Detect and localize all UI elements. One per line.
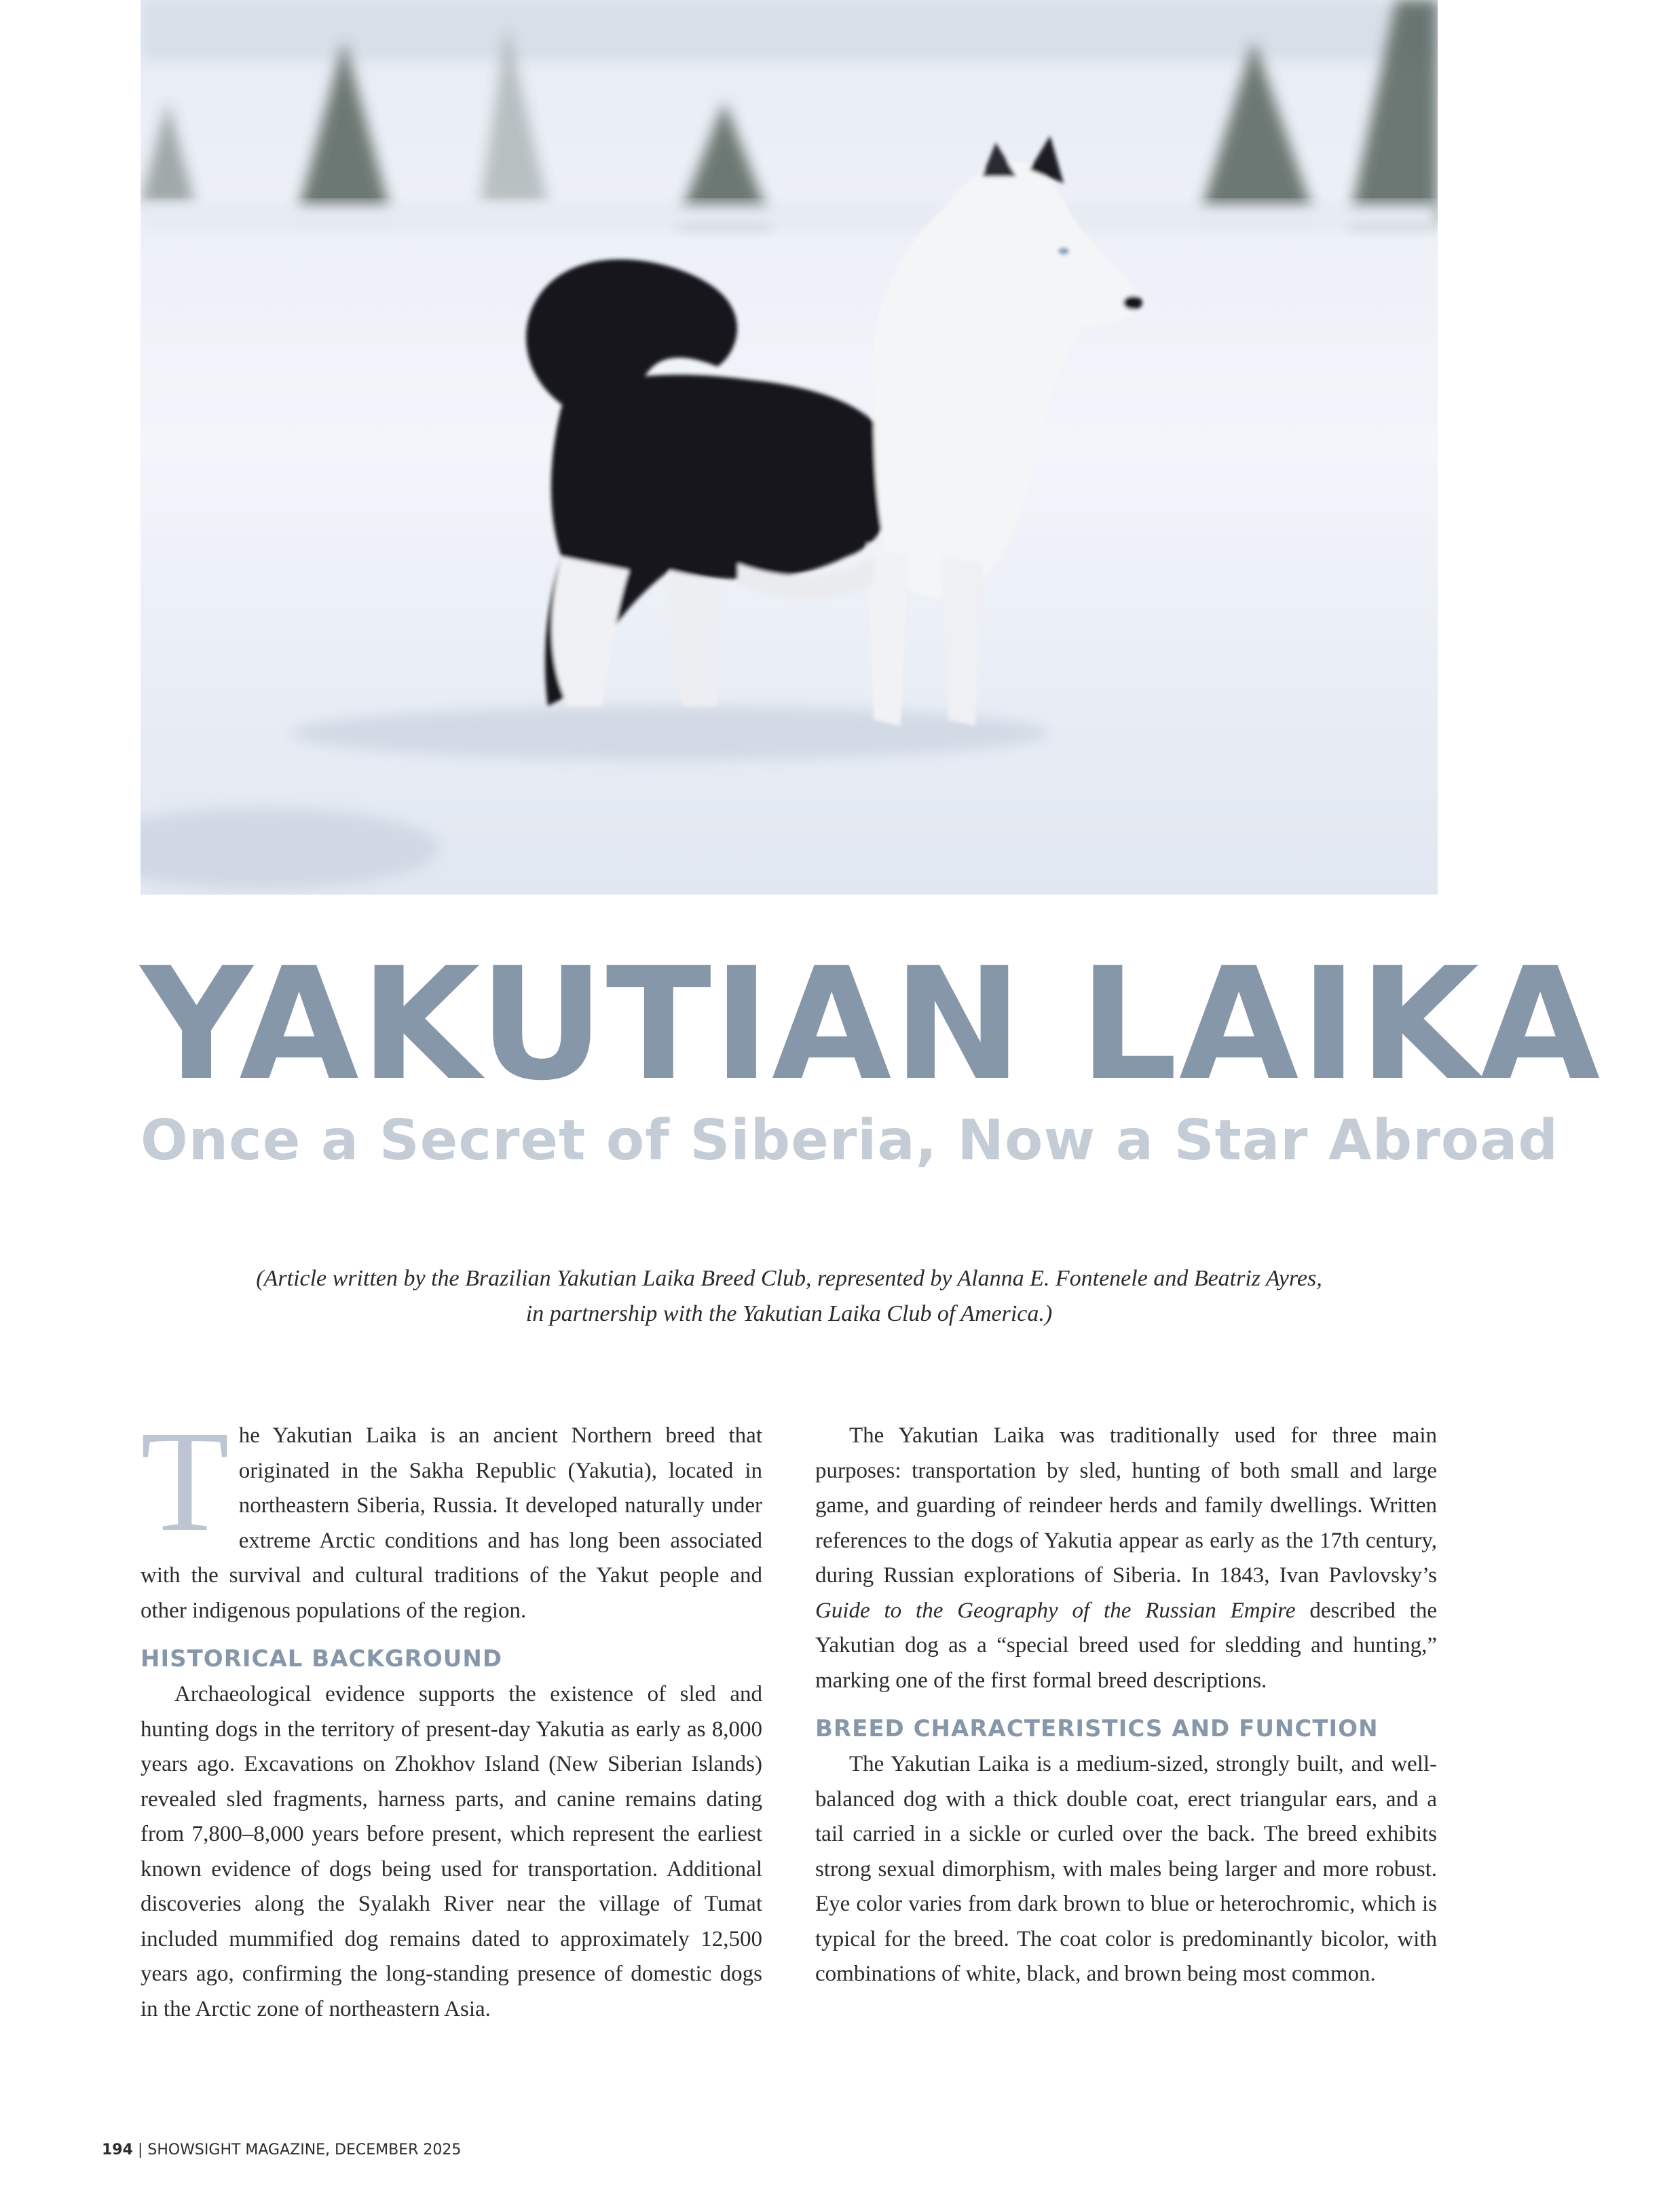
purposes-text-b: described the Yakutian dog as a “special breed used for sledding and hunting,” marking one of the first formal breed descriptions. [815,1598,1438,1693]
section-heading-characteristics: BREED CHARACTERISTICS AND FUNCTION [815,1715,1379,1742]
page-footer [102,2141,461,2158]
intro-text: he Yakutian Laika is an ancient Northern breed that originated in the Sakha Republic (Yakutia), located in northeastern Siberia, Russia. It developed naturally under extreme Arctic conditions and has long been associated with the survival and cultural traditions of the Yakut people and other indigenous populations of the region. [141,1423,762,1623]
book-title: Guide to the Geography of the Russian Empire [815,1598,1296,1623]
footer-separator: | [137,2141,143,2158]
purposes-paragraph [815,1419,1437,1698]
section-heading-historical: HISTORICAL BACKGROUND [141,1645,503,1672]
historical-paragraph: Archaeological evidence supports the existence of sled and hunting dogs in the territory of present-day Yakutia as early as 8,000 years ago. Excavations on Zhokhov Island (New Siberian Islands) revealed sled fragments, harness parts, and canine remains dating from 7,800–8,000 years before present, which represent the earliest known evidence of dogs being used for transportation. Additional discoveries along the Syalakh River near the village of Tumat included mummified dog remains dated to approximately 12,500 years ago, confirming the long-standing presence of domestic dogs in the Arctic zone of northeastern Asia. [141,1682,762,2021]
intro-paragraph [141,1401,762,1628]
page-number: 194 [102,2141,133,2158]
dog-in-snow-photo-icon [141,0,1438,895]
publication-name: SHOWSIGHT MAGAZINE, DECEMBER 2025 [147,2141,462,2158]
page-subtitle: Once a Secret of Siberia, Now a Star Abroad [141,1108,1559,1173]
hero-photo [141,0,1438,895]
left-column [141,1401,762,2027]
purposes-text-a: The Yakutian Laika was traditionally used for three main purposes: transportation by sled, hunting of both small and large game, and guarding of reindeer herds and family dwellings. Written references to the dogs of Yakutia appear as early as the 17th century, during Russian explorations of Siberia. In 1843, Ivan Pavlovsky’s [815,1423,1437,1588]
right-column [815,1419,1437,1992]
byline-line-1: (Article written by the Brazilian Yakutian Laika Breed Club, represented by Alanna E. Fontenele and Beatriz Ayres, [256,1266,1322,1291]
page-title: YAKUTIAN LAIKA [141,934,1602,1115]
drop-cap: T [141,1401,229,1562]
characteristics-paragraph: The Yakutian Laika is a medium-sized, strongly built, and well-balanced dog with a thick double coat, erect triangular ears, and a tail carried in a sickle or curled over the back. The breed exhibits strong sexual dimorphism, with males being larger and more robust. Eye color varies from dark brown to blue or heterochromic, which is typical for the breed. The coat color is predominantly bicolor, with combinations of white, black, and brown being most common. [815,1752,1437,1986]
byline [141,1261,1438,1332]
byline-line-2: in partnership with the Yakutian Laika Club of America.) [525,1301,1053,1326]
